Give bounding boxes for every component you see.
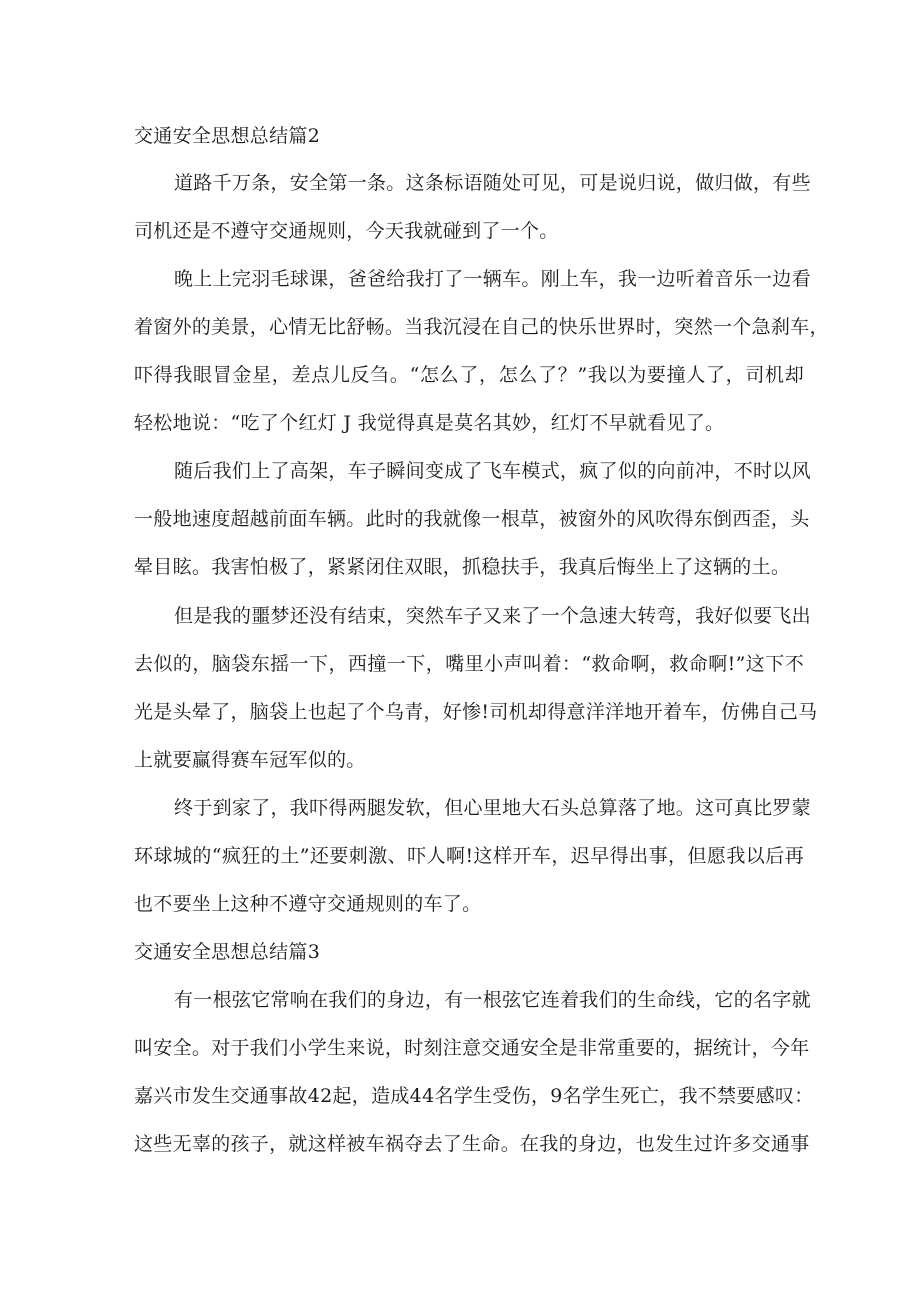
paragraph-line: 环球城的“疯狂的土”还要刺激、吓人啊!这样开车，迟早得出事，但愿我以后再 bbox=[134, 845, 804, 867]
paragraph-line: 晕目眩。我害怕极了，紧紧闭住双眼，抓稳扶手，我真后悔坐上了这辆的土。 bbox=[134, 556, 791, 578]
paragraph-line: 终于到家了，我吓得两腿发软，但心里地大石头总算落了地。这可真比罗蒙 bbox=[174, 797, 811, 819]
paragraph-line: 有一根弦它常响在我们的身边，有一根弦它连着我们的生命线，它的名字就 bbox=[174, 989, 811, 1011]
paragraph-line: 一般地速度超越前面车辆。此时的我就像一根草，被窗外的风吹得东倒西歪，头 bbox=[134, 508, 810, 530]
paragraph-line: 叫安全。对于我们小学生来说，时刻注意交通安全是非常重要的，据统计，今年 bbox=[134, 1037, 810, 1059]
paragraph-line: 但是我的噩梦还没有结束，突然车子又来了一个急速大转弯，我好似要飞出 bbox=[174, 605, 811, 627]
paragraph-line: 嘉兴市发生交通事故42起，造成44名学生受伤，9名学生死亡，我不禁要感叹： bbox=[134, 1085, 814, 1107]
paragraph-line: 轻松地说：“吃了个红灯 J 我觉得真是莫名其妙，红灯不早就看见了。 bbox=[134, 412, 725, 434]
paragraph-line: 随后我们上了高架，车子瞬间变成了飞车模式，疯了似的向前冲，不时以风 bbox=[174, 460, 811, 482]
paragraph-line: 上就要赢得赛车冠军似的。 bbox=[134, 749, 366, 771]
paragraph-line: 司机还是不遵守交通规则，今天我就碰到了一个。 bbox=[134, 220, 559, 242]
paragraph-line: 去似的，脑袋东摇一下，西撞一下，嘴里小声叫着：“救命啊，救命啊!”这下不 bbox=[134, 653, 804, 675]
paragraph-line: 光是头晕了，脑袋上也起了个乌青，好惨!司机却得意洋洋地开着车，仿佛自己马 bbox=[134, 701, 818, 723]
section-heading: 交通安全思想总结篇2 bbox=[134, 125, 321, 147]
paragraph-line: 道路千万条，安全第一条。这条标语随处可见，可是说归说，做归做，有些 bbox=[174, 172, 811, 194]
section-heading: 交通安全思想总结篇3 bbox=[134, 941, 321, 963]
paragraph-line: 着窗外的美景，心情无比舒畅。当我沉浸在自己的快乐世界时，突然一个急刹车， bbox=[134, 316, 829, 338]
paragraph-line: 也不要坐上这种不遵守交通规则的车了。 bbox=[134, 893, 482, 915]
paragraph-line: 晚上上完羽毛球课，爸爸给我打了一辆车。刚上车，我一边听着音乐一边看 bbox=[174, 268, 811, 290]
paragraph-line: 吓得我眼冒金星，差点儿反刍。“怎么了，怎么了？”我以为要撞人了，司机却 bbox=[134, 364, 804, 386]
paragraph-line: 这些无辜的孩子，就这样被车祸夺去了生命。在我的身边，也发生过许多交通事 bbox=[134, 1133, 810, 1155]
